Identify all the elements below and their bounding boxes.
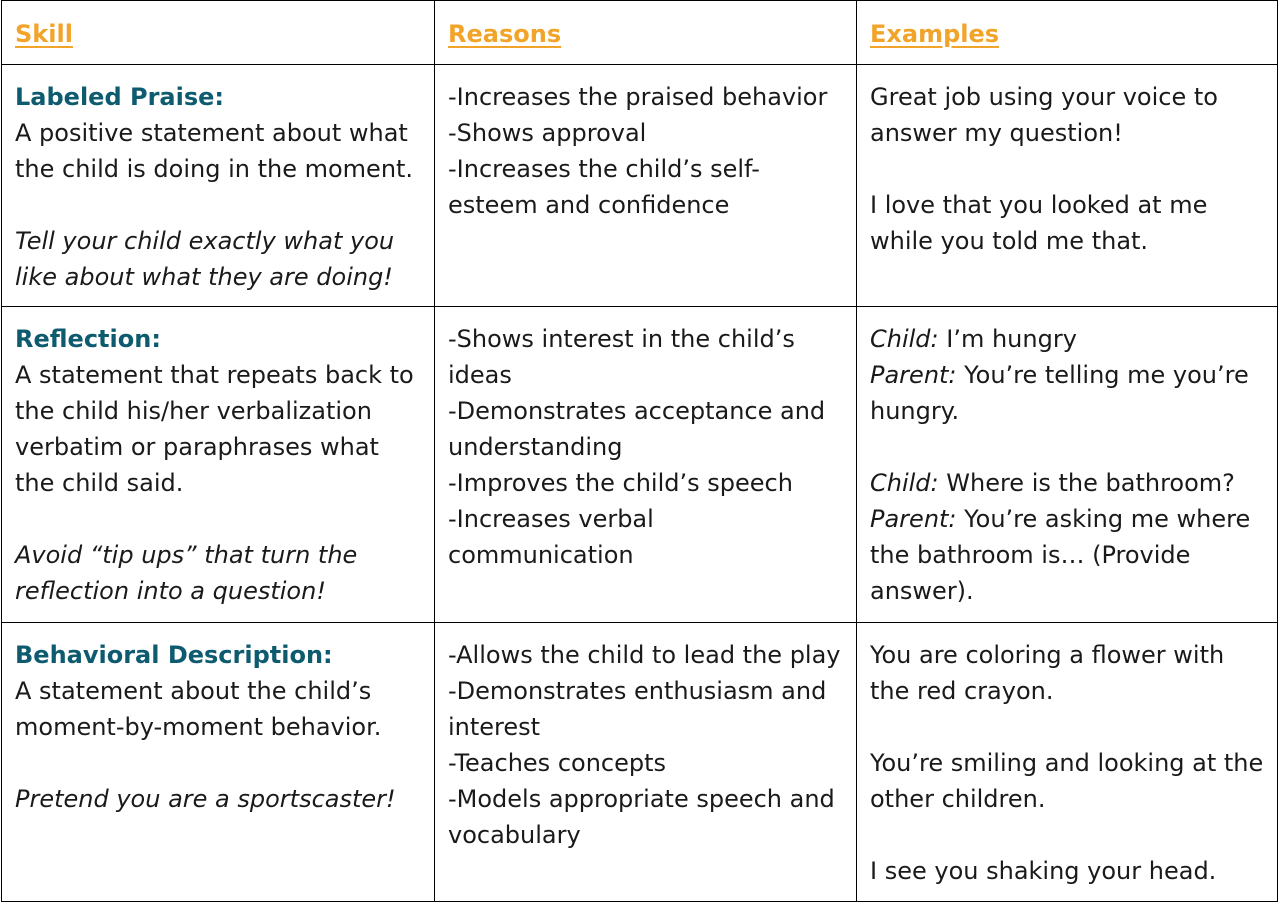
child-text: I’m hungry: [938, 325, 1077, 353]
child-label: Child:: [870, 469, 939, 497]
example-item: You’re smiling and looking at the other children.: [870, 749, 1264, 813]
parent-text: You’re asking me where the bathroom is… (Provide answer).: [870, 505, 1251, 605]
parent-text: You’re telling me you’re hungry.: [870, 361, 1249, 425]
skill-cell: [2, 623, 435, 902]
header-cell-examples: [857, 1, 1278, 65]
header-skill: Skill: [15, 20, 73, 48]
skill-tip: Tell your child exactly what you like about what they are doing!: [15, 227, 395, 291]
parent-label: Parent:: [870, 505, 957, 533]
header-examples: Examples: [870, 20, 1000, 48]
dialogue-parent-line: [870, 501, 1266, 609]
parent-label: Parent:: [870, 361, 957, 389]
child-label: Child:: [870, 325, 939, 353]
header-cell-skill: [2, 1, 435, 65]
skill-cell: [2, 307, 435, 623]
skill-name: Reflection:: [15, 325, 161, 353]
reasons-cell: [435, 623, 857, 902]
reasons-cell: [435, 65, 857, 307]
reason-item: -Models appropriate speech and vocabulary: [448, 785, 835, 849]
reason-item: -Increases verbal communication: [448, 505, 654, 569]
example-item: You are coloring a flower with the red crayon.: [870, 641, 1225, 705]
skill-tip: Pretend you are a sportscaster!: [15, 785, 396, 813]
skill-definition: A positive statement about what the child is doing in the moment.: [15, 119, 414, 183]
reason-item: -Increases the praised behavior: [448, 83, 828, 111]
dialogue-child-line: [870, 465, 1266, 501]
example-item: I see you shaking your head.: [870, 857, 1217, 885]
example-item: I love that you looked at me while you told me that.: [870, 191, 1208, 255]
header-row: [2, 1, 1278, 65]
dialogue-child-line: [870, 321, 1266, 357]
skill-definition: A statement that repeats back to the child his/her verbalization verbatim or paraphrases what the child said.: [15, 361, 414, 497]
skill-name: Behavioral Description:: [15, 641, 333, 669]
skill-name: Labeled Praise:: [15, 83, 224, 111]
reason-item: -Shows interest in the child’s ideas: [448, 325, 795, 389]
examples-cell: [857, 65, 1278, 307]
reason-item: -Improves the child’s speech: [448, 469, 793, 497]
header-cell-reasons: [435, 1, 857, 65]
reason-item: -Shows approval: [448, 119, 647, 147]
table-row-labeled-praise: [2, 65, 1278, 307]
child-text: Where is the bathroom?: [938, 469, 1235, 497]
skills-table: [1, 0, 1278, 902]
dialogue-parent-line: [870, 357, 1266, 429]
reason-item: -Demonstrates acceptance and understanding: [448, 397, 826, 461]
skill-cell: [2, 65, 435, 307]
reason-item: -Demonstrates enthusiasm and interest: [448, 677, 827, 741]
table-row-reflection: [2, 307, 1278, 623]
reason-item: -Allows the child to lead the play: [448, 641, 841, 669]
table-row-behavioral-description: [2, 623, 1278, 902]
reasons-cell: [435, 307, 857, 623]
examples-cell: [857, 623, 1278, 902]
example-item: Great job using your voice to answer my question!: [870, 83, 1218, 147]
reason-item: -Increases the child’s self-esteem and confidence: [448, 155, 760, 219]
header-reasons: Reasons: [448, 20, 562, 48]
reason-item: -Teaches concepts: [448, 749, 667, 777]
examples-cell: [857, 307, 1278, 623]
skill-tip: Avoid “tip ups” that turn the reflection into a question!: [15, 541, 358, 605]
skill-definition: A statement about the child’s moment-by-moment behavior.: [15, 677, 382, 741]
